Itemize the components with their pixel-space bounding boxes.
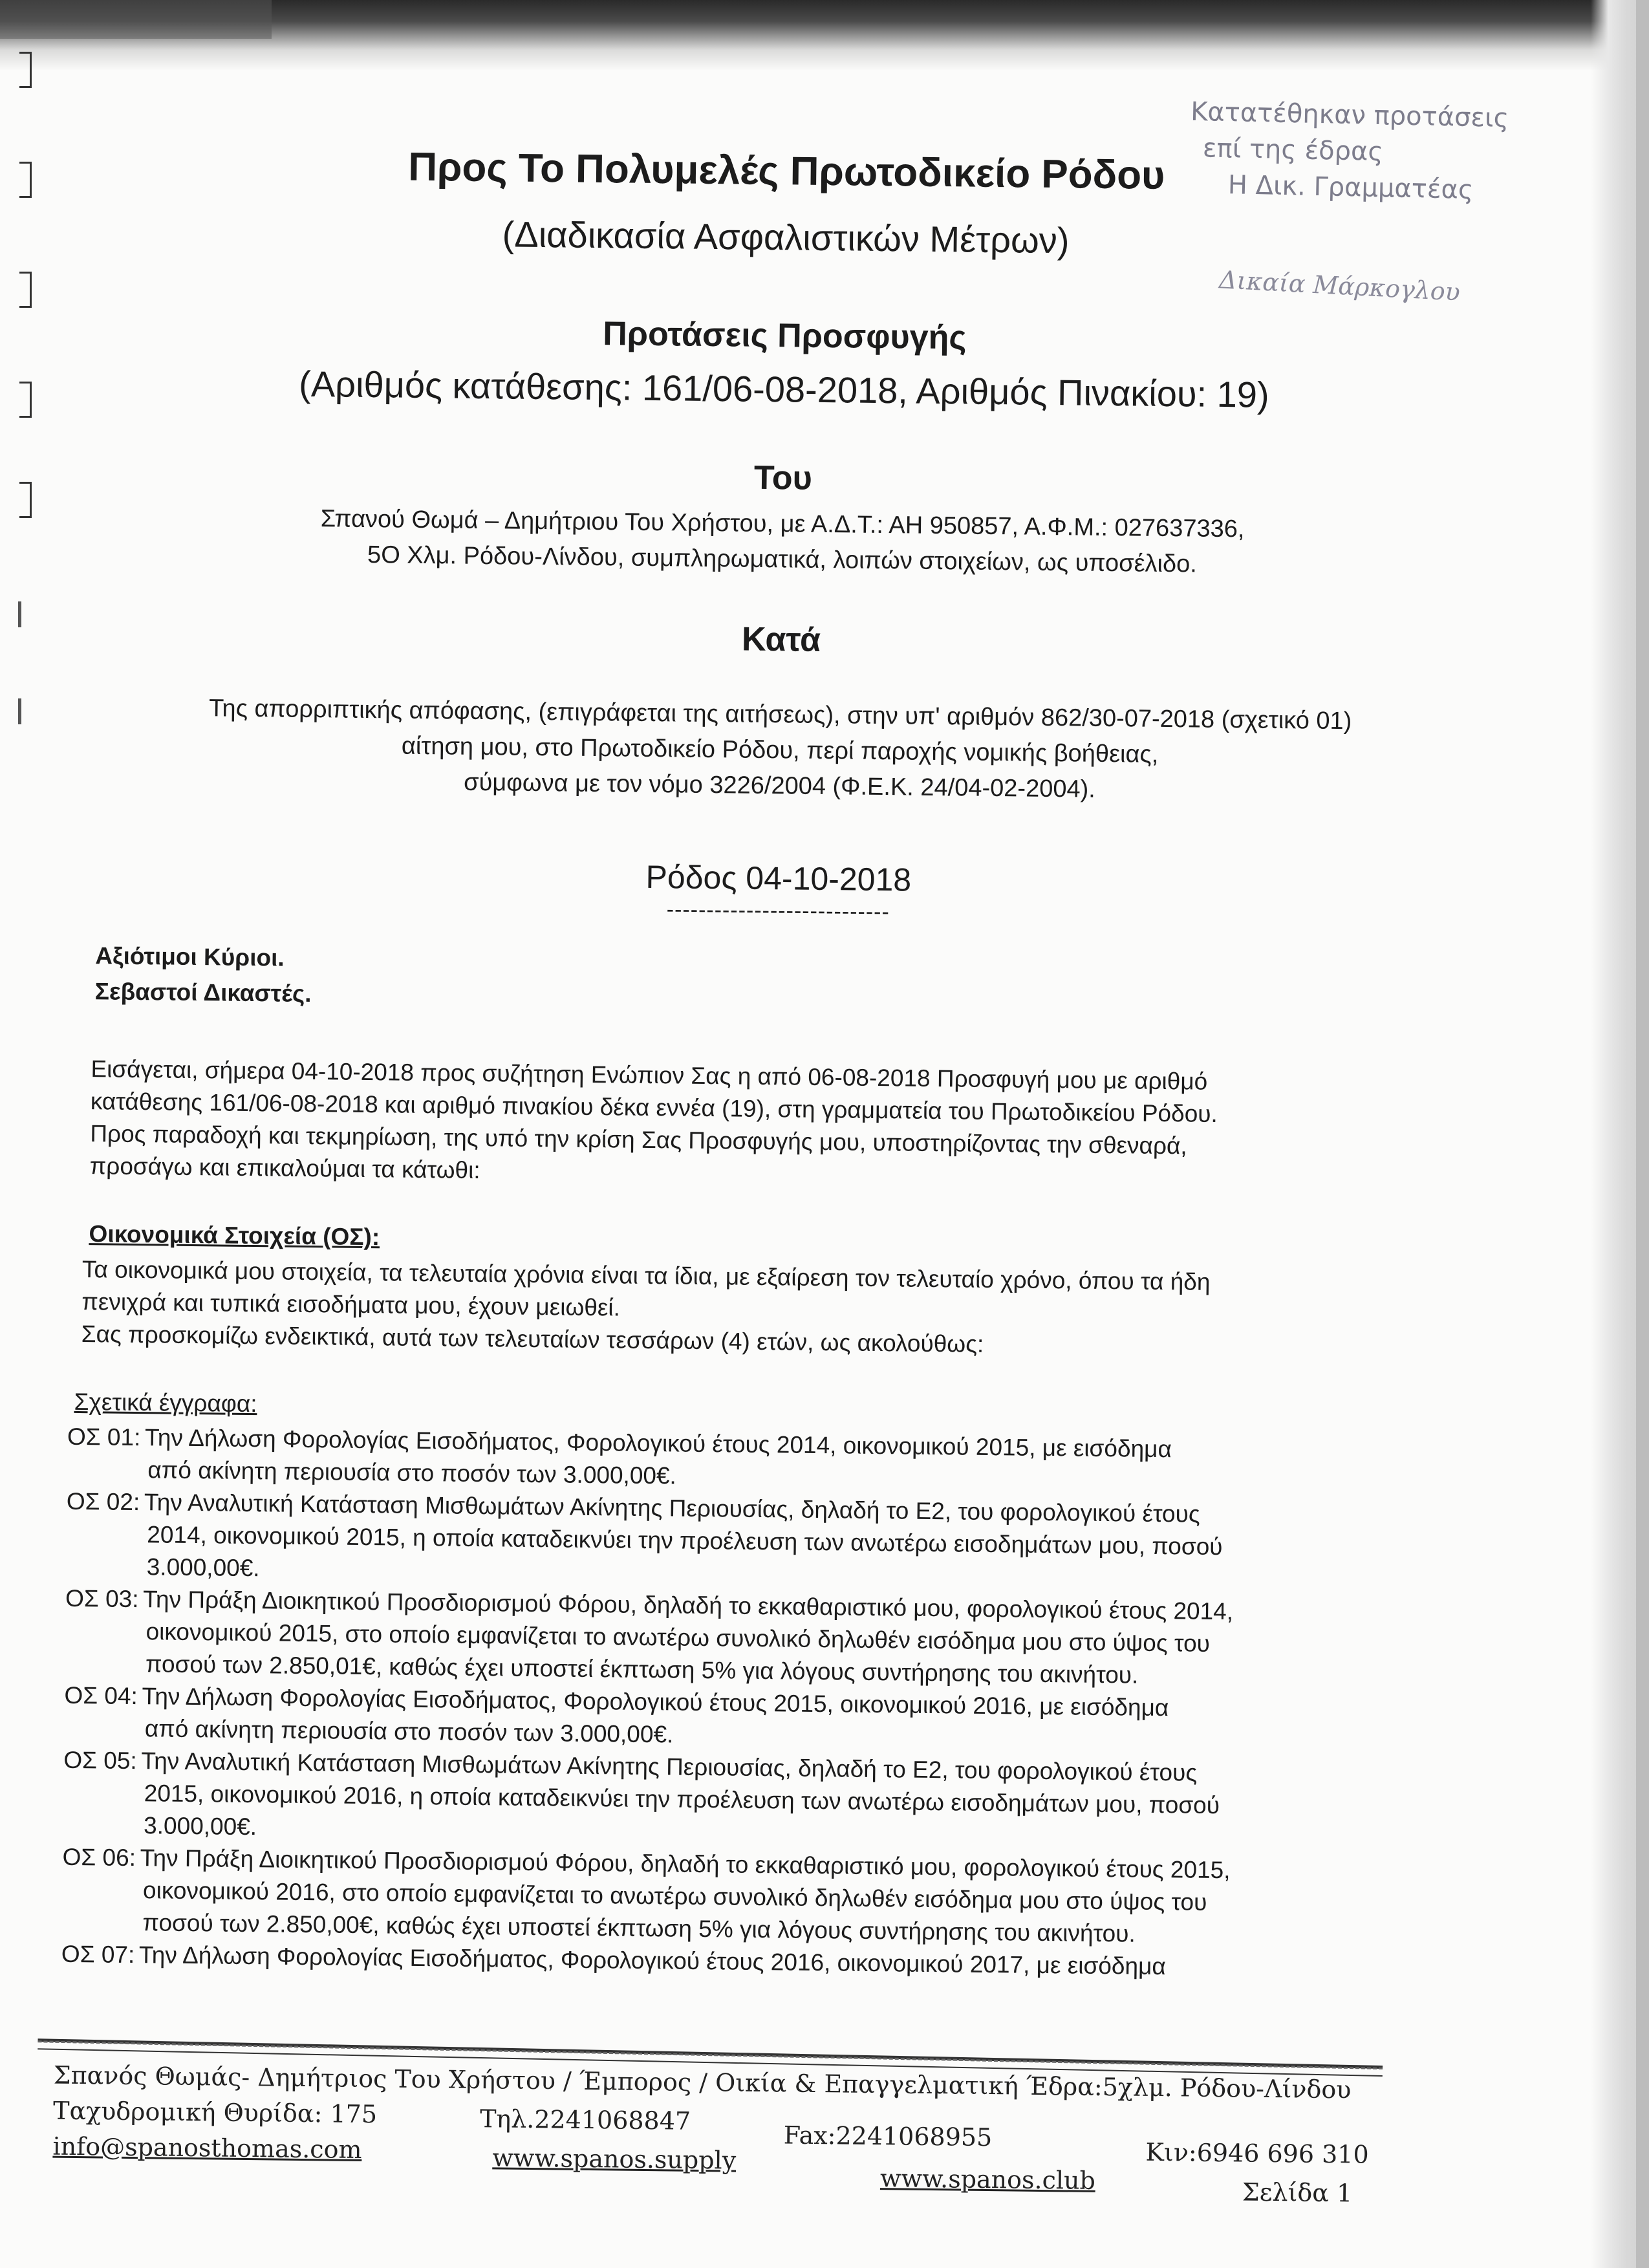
against-heading: Κατά bbox=[741, 620, 821, 659]
item-text: 3.000,00€. bbox=[143, 1812, 257, 1841]
procedure-subtitle: (Διαδικασία Ασφαλιστικών Μέτρων) bbox=[502, 213, 1070, 261]
footer-mobile: Κιν:6946 696 310 bbox=[1145, 2137, 1369, 2169]
stamp-line: επί της έδρας bbox=[1202, 133, 1384, 167]
related-docs-heading: Σχετικά έγγραφα: bbox=[74, 1388, 257, 1418]
footer-fax: Fax:2241068955 bbox=[783, 2121, 993, 2152]
footer-website-link[interactable]: www.spanos.supply bbox=[492, 2143, 737, 2175]
item-text: 3.000,00€. bbox=[146, 1553, 260, 1582]
against-line: Της απορριπτικής απόφασης, (επιγράφεται της αιτήσεως), στην υπ' αριθμόν 862/30-07-2018 (σχετικό 01) bbox=[208, 695, 1352, 735]
list-item bbox=[65, 1485, 1234, 1595]
section-body-line: πενιχρά και τυπικά εισοδήματα μου, έχουν μειωθεί. bbox=[81, 1288, 621, 1321]
intro-line: Εισάγεται, σήμερα 04-10-2018 προς συζήτηση Ενώπιον Σας η από 06-08-2018 Προσφυγή μου με αριθμό bbox=[91, 1055, 1208, 1095]
clerk-signature: Δικαία Μάρκογλου bbox=[1218, 265, 1461, 307]
against-line: σύμφωνα με τον νόμο 3226/2004 (Φ.Ε.Κ. 24/04-02-2004). bbox=[463, 768, 1096, 803]
item-text: Την Δήλωση Φορολογίας Εισοδήματος, Φορολογικού έτους 2016, οικονομικού 2017, με εισόδημα bbox=[138, 1941, 1167, 1980]
document-type: Προτάσεις Προσφυγής bbox=[602, 315, 967, 357]
item-code: ΟΣ 06: bbox=[62, 1843, 136, 1872]
item-text: 2014, οικονομικού 2015, η οποία καταδεικνύει την προέλευση των ανωτέρω εισοδημάτων μου, ποσού bbox=[147, 1521, 1223, 1561]
item-code: ΟΣ 05: bbox=[63, 1746, 137, 1775]
item-code: ΟΣ 07: bbox=[61, 1940, 135, 1969]
item-text: Την Αναλυτική Κατάσταση Μισθωμάτων Ακίνητης Περιουσίας, δηλαδή το Ε2, του φορολογικού έτους bbox=[144, 1489, 1200, 1528]
footer-email-link[interactable]: info@spanosthomas.com bbox=[52, 2132, 362, 2165]
item-text: 2015, οικονομικού 2016, η οποία καταδεικνύει την προέλευση των ανωτέρω εισοδημάτων μου, ποσού bbox=[144, 1780, 1220, 1819]
salutation-line: Σεβαστοί Δικαστές. bbox=[94, 978, 312, 1008]
footer-po-box: Ταχυδρομική Θυρίδα: 175 bbox=[52, 2096, 378, 2129]
salutation-line: Αξιότιμοι Κύριοι. bbox=[95, 942, 285, 971]
item-text: Την Δήλωση Φορολογίας Εισοδήματος, Φορολογικού έτους 2015, οικονομικού 2016, με εισόδημα bbox=[142, 1683, 1169, 1722]
page-number: Σελίδα 1 bbox=[1242, 2177, 1353, 2208]
binder-hole-mark bbox=[19, 272, 32, 308]
court-title: Προς Το Πολυμελές Πρωτοδικείο Ρόδου bbox=[407, 144, 1165, 198]
scan-right-border bbox=[1636, 0, 1649, 2268]
list-item bbox=[65, 1582, 1234, 1692]
item-code: ΟΣ 01: bbox=[67, 1423, 141, 1451]
item-code: ΟΣ 02: bbox=[66, 1487, 140, 1516]
item-text: ποσού των 2.850,01€, καθώς έχει υποστεί έκπτωση 5% για λόγους συντήρησης του ακινήτου. bbox=[145, 1650, 1139, 1689]
against-line: αίτηση μου, στο Πρωτοδικείο Ρόδου, περί παροχής νομικής βοήθειας, bbox=[401, 732, 1159, 768]
item-text: οικονομικού 2015, στο οποίο εμφανίζεται το ανωτέρω συνολικό δηλωθέν εισόδημα μου στο ύψος του bbox=[146, 1618, 1211, 1657]
place-date: Ρόδος 04-10-2018 bbox=[645, 858, 912, 898]
item-text: Την Δήλωση Φορολογίας Εισοδήματος, Φορολογικού έτους 2014, οικονομικού 2015, με εισόδημα bbox=[144, 1424, 1172, 1463]
party-heading: Του bbox=[753, 459, 813, 497]
section-body-line: Σας προσκομίζω ενδεικτικά, αυτά των τελευταίων τεσσάρων (4) ετών, ως ακολούθως: bbox=[81, 1321, 984, 1357]
intro-line: κατάθεσης 161/06-08-2018 και αριθμό πινακίου δέκα εννέα (19), στη γραμματεία του Πρωτοδικείου Ρόδου. bbox=[90, 1088, 1218, 1127]
item-text: από ακίνητη περιουσία στο ποσόν των 3.000,00€. bbox=[144, 1715, 674, 1748]
footer-address: Σπανός Θωμάς- Δημήτριος Του Χρήστου / Έμπορος / Οικία & Επαγγελματική Έδρα:5χλμ. Ρόδου-Λίνδου bbox=[53, 2060, 1352, 2104]
footer-website-link[interactable]: www.spanos.club bbox=[879, 2164, 1096, 2195]
list-item bbox=[63, 1744, 1232, 1854]
footer-phone: Τηλ.2241068847 bbox=[479, 2104, 691, 2135]
stamp-line: Κατατέθηκαν προτάσεις bbox=[1190, 96, 1509, 134]
place-date-rule: ---------------------------- bbox=[666, 897, 890, 925]
party-line: Σπανού Θωμά – Δημήτριου Του Χρήστου, με Α.Δ.Τ.: ΑΗ 950857, Α.Φ.Μ.: 027637336, bbox=[320, 505, 1245, 543]
item-code: ΟΣ 04: bbox=[64, 1681, 138, 1710]
item-code: ΟΣ 03: bbox=[65, 1584, 139, 1613]
list-item bbox=[61, 1841, 1231, 1951]
item-text: Την Αναλυτική Κατάσταση Μισθωμάτων Ακίνητης Περιουσίας, δηλαδή το Ε2, του φορολογικού έτους bbox=[141, 1747, 1198, 1786]
filing-numbers: (Αριθμός κατάθεσης: 161/06-08-2018, Αριθμός Πινακίου: 19) bbox=[298, 363, 1269, 415]
binder-hole-mark bbox=[19, 52, 32, 88]
stamp-line: Η Δικ. Γραμματέας bbox=[1227, 170, 1474, 206]
item-text: Την Πράξη Διοικητικού Προσδιορισμού Φόρου, δηλαδή το εκκαθαριστικό μου, φορολογικού έτους 2014, bbox=[142, 1586, 1234, 1625]
item-text: ποσού των 2.850,00€, καθώς έχει υποστεί έκπτωση 5% για λόγους συντήρησης του ακινήτου. bbox=[142, 1909, 1136, 1947]
item-text: από ακίνητη περιουσία στο ποσόν των 3.000,00€. bbox=[147, 1456, 677, 1489]
scan-top-shadow-left bbox=[0, 0, 272, 39]
item-text: Την Πράξη Διοικητικού Προσδιορισμού Φόρου, δηλαδή το εκκαθαριστικό μου, φορολογικού έτους 2015, bbox=[140, 1844, 1231, 1884]
section-body-line: Τα οικονομικά μου στοιχεία, τα τελευταία χρόνια είναι τα ίδια, με εξαίρεση τον τελευταίο χρόνο, όπου τα ήδη bbox=[81, 1256, 1211, 1295]
intro-line: Προς παραδοχή και τεκμηρίωση, της υπό την κρίση Σας Προσφυγής μου, υποστηρίζοντας την σθεναρά, bbox=[90, 1120, 1187, 1160]
party-line: 5Ο Χλμ. Ρόδου-Λίνδου, συμπληρωματικά, λοιπών στοιχείων, ως υποσέλιδο. bbox=[367, 541, 1198, 578]
section-heading: Οικονομικά Στοιχεία (ΟΣ): bbox=[89, 1220, 380, 1251]
related-docs-list bbox=[61, 1421, 1236, 1983]
item-text: οικονομικού 2016, στο οποίο εμφανίζεται το ανωτέρω συνολικό δηλωθέν εισόδημα μου στο ύψος του bbox=[142, 1877, 1207, 1916]
intro-line: προσάγω και επικαλούμαι τα κάτωθι: bbox=[89, 1152, 480, 1184]
